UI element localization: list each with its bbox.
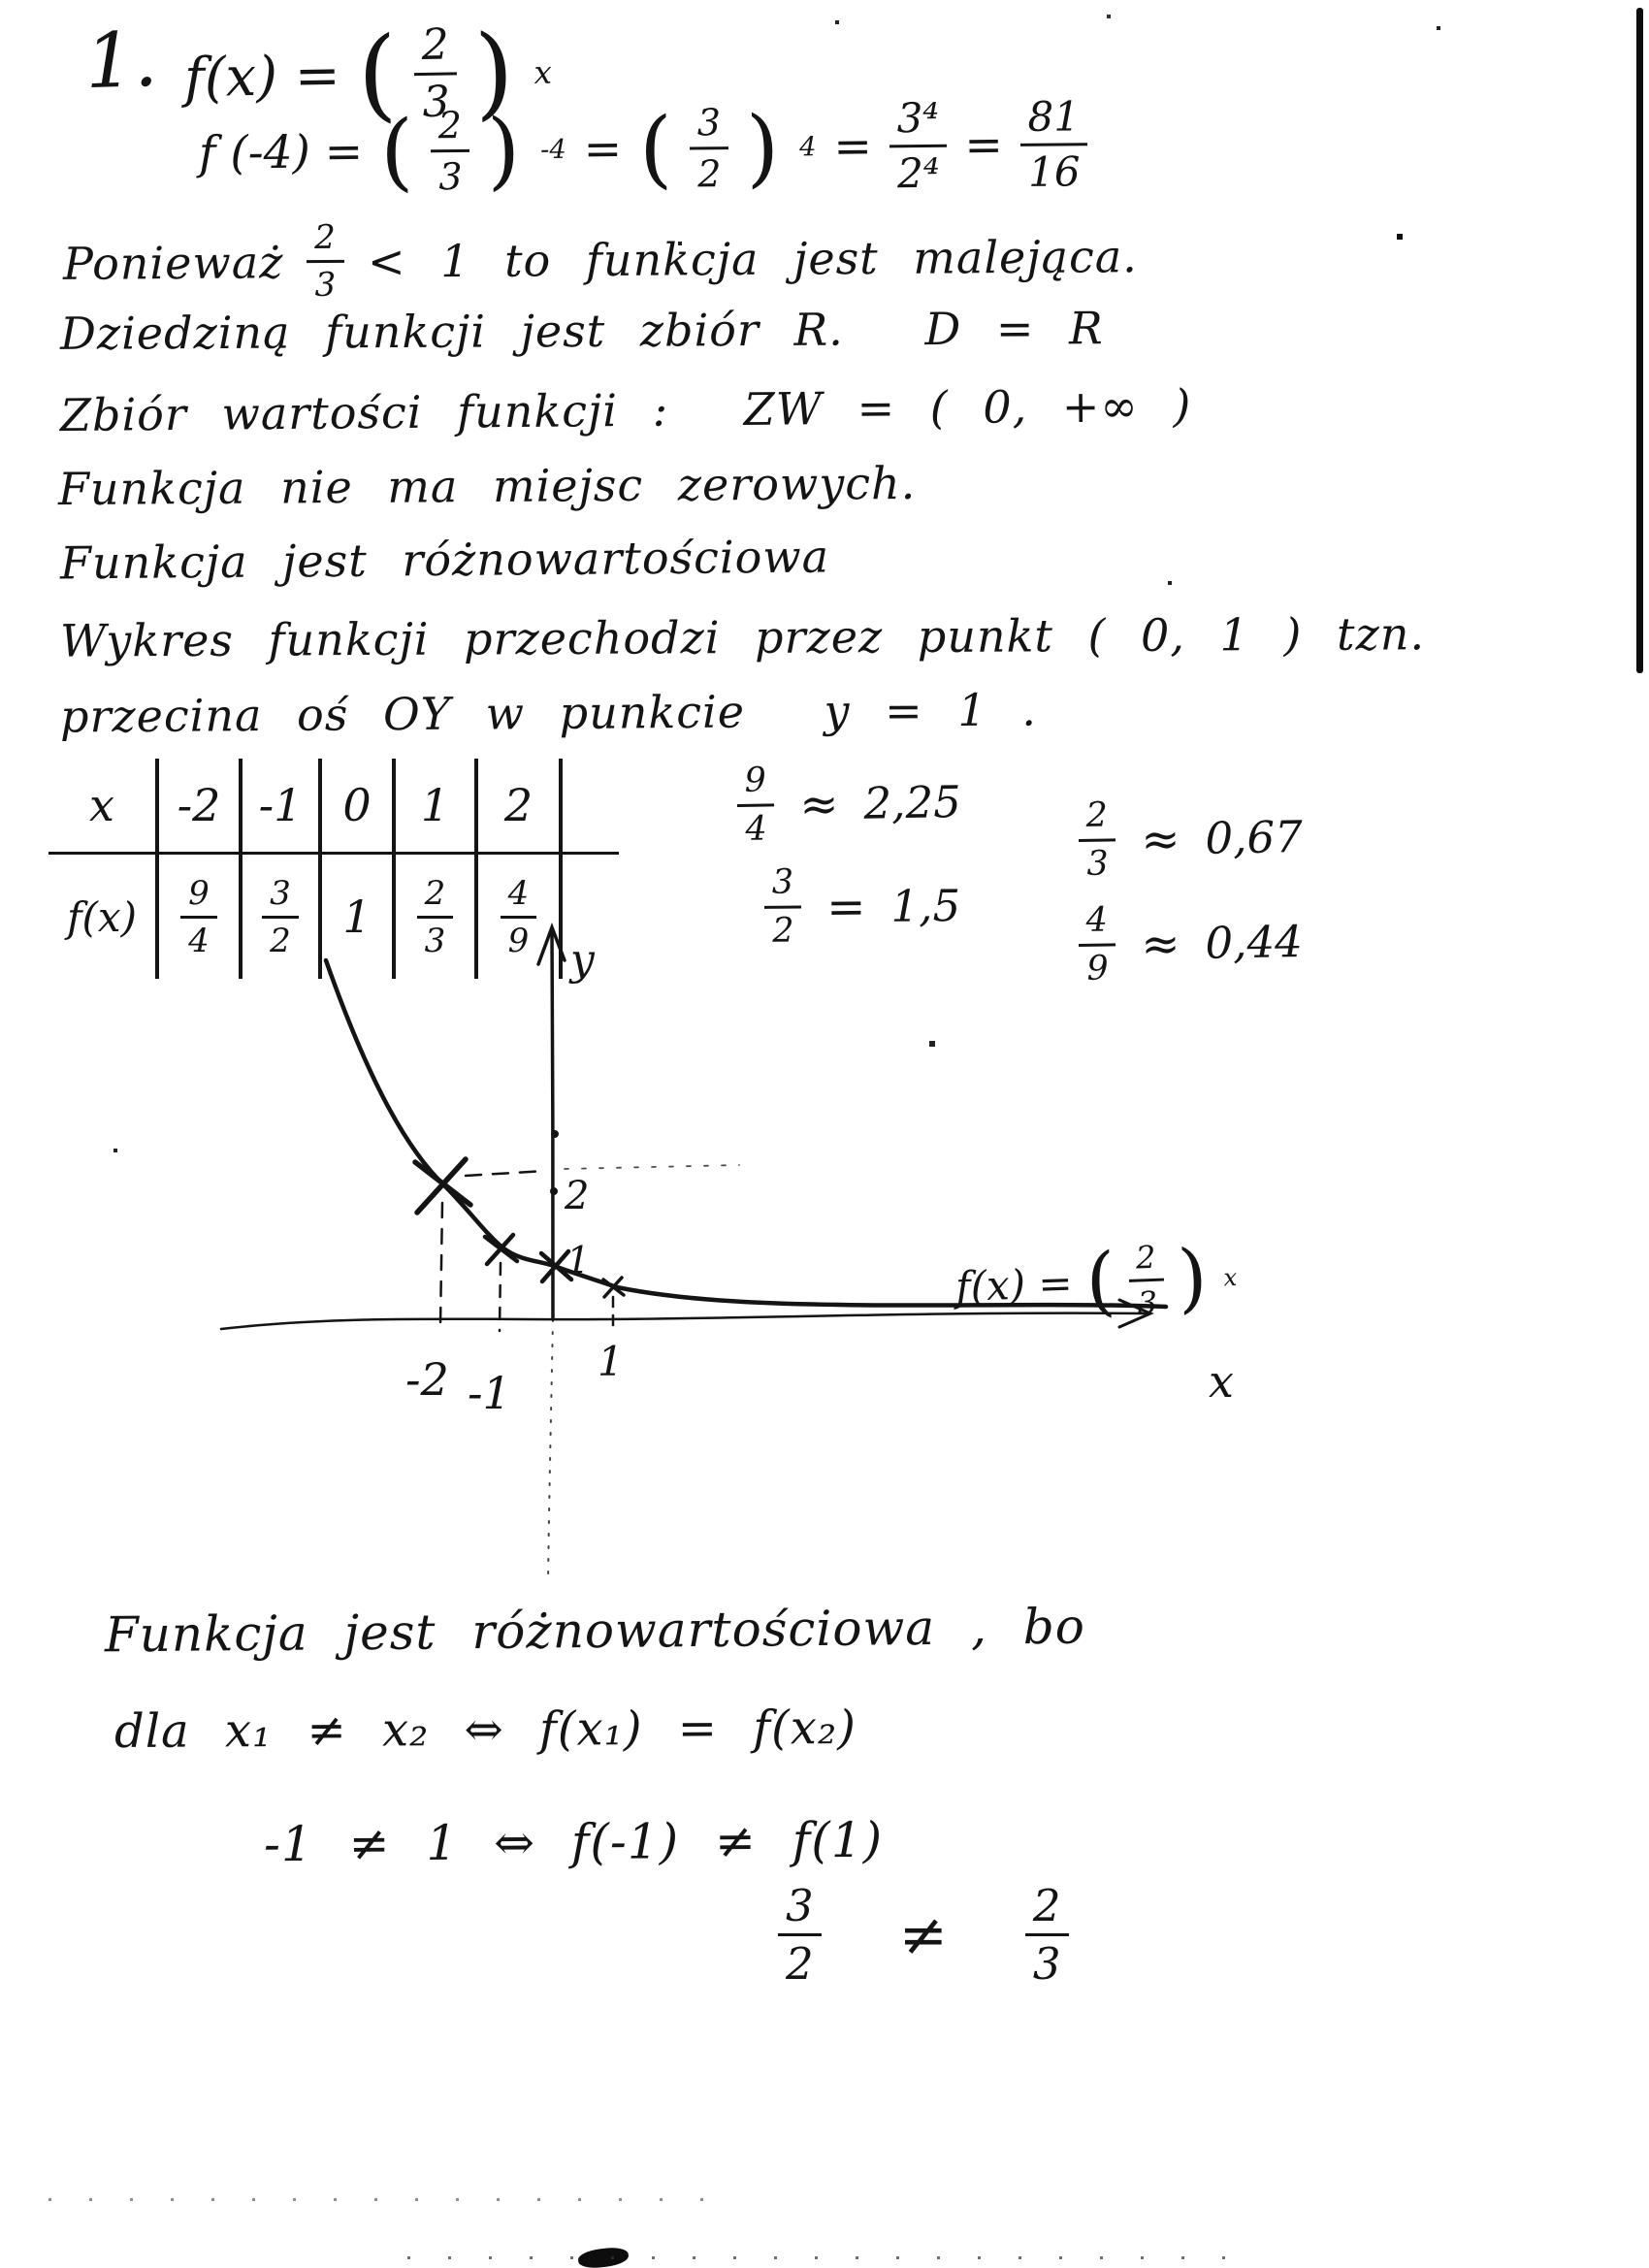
x-axis-label: x: [1209, 1355, 1234, 1408]
fraction-numerator: 2: [314, 217, 338, 258]
conclusion-line-2: dla x₁ ≠ x₂ ⇔ f(x₁) = f(x₂): [113, 1700, 857, 1760]
scan-noise-line: [407, 2256, 1242, 2259]
open-paren: (: [638, 98, 673, 198]
fraction-numerator: 9: [744, 761, 767, 800]
fraction-denominator: 2: [778, 1933, 822, 1986]
relation-sign: =: [826, 879, 866, 934]
relation-sign: ≈: [1140, 811, 1180, 867]
table-cell: 1: [396, 759, 478, 852]
fraction-denominator: 3: [1129, 1279, 1166, 1319]
fraction-numerator: 2: [1032, 1880, 1061, 1931]
conclusion-line-1: Funkcja jest różnowartościowa , bo: [104, 1598, 1086, 1664]
exponent: 4: [798, 132, 817, 163]
evaluation-line: [198, 92, 1088, 202]
domain-equation: D = R: [924, 302, 1104, 356]
fraction: [778, 1880, 822, 1990]
fraction-denominator: 9: [1079, 943, 1116, 987]
fraction-denominator: 2: [690, 146, 729, 192]
approximation-item: [736, 761, 961, 847]
statement-text: Ponieważ: [62, 235, 284, 290]
statement-text: Wykres funkcji przechodzi przez punkt ( 0, 1 ) tzn.: [59, 607, 1426, 667]
statement-text: Zbiór wartości funkcji :: [59, 383, 669, 442]
fraction-denominator: 4: [180, 916, 217, 957]
fraction-numerator: 3: [771, 862, 794, 902]
statement-text: przecina oś OY w punkcie: [59, 685, 746, 743]
curve-label-text: f(x) =: [954, 1258, 1074, 1312]
scan-noise-line: [48, 2198, 728, 2201]
fraction-numerator: 4: [507, 873, 530, 913]
table-row-x: [48, 759, 619, 855]
table-cell: 1: [322, 855, 396, 979]
table-cell-fx-label: f(x): [48, 855, 159, 979]
fraction-numerator: 2: [421, 19, 450, 71]
exponent: -4: [539, 134, 566, 166]
statement-text: < 1 to funkcja jest malejąca.: [367, 229, 1138, 288]
equals-sign: =: [964, 118, 1004, 173]
fraction-numerator: 81: [1027, 92, 1081, 141]
equals-sign: =: [583, 122, 623, 177]
fraction: [1078, 795, 1116, 884]
open-paren: (: [379, 101, 414, 201]
fraction-denominator: 3: [1079, 838, 1116, 882]
statement-domain: [60, 302, 1104, 360]
decimal-value: 2,25: [863, 775, 962, 829]
fraction-denominator: 3: [414, 72, 458, 124]
fraction-denominator: 3: [417, 916, 454, 957]
axis-dot: [551, 1188, 558, 1195]
fraction-numerator: 3: [786, 1880, 814, 1931]
fraction-numerator: 9: [188, 873, 210, 913]
exponent: x: [534, 53, 553, 91]
y-axis-dotted-extension: [548, 1319, 553, 1583]
fraction: [1025, 1880, 1069, 1990]
x-tick-label: 1: [598, 1338, 624, 1385]
decimal-value: 0,44: [1205, 915, 1304, 969]
not-equal-sign: ≠: [898, 1900, 948, 1969]
x-tick-label: -1: [468, 1367, 511, 1419]
close-paren: ): [486, 99, 521, 200]
x-tick-label: -2: [405, 1353, 449, 1406]
exponent: x: [1222, 1262, 1238, 1292]
fraction-numerator: 2: [424, 873, 446, 913]
statement-zeros: [58, 457, 917, 515]
fraction-denominator: 4: [737, 803, 775, 847]
problem-number: 1.: [83, 16, 159, 107]
fraction: [307, 217, 344, 306]
fraction-denominator: 16: [1020, 143, 1088, 193]
statement-one-to-one: [60, 531, 830, 590]
fraction-numerator: 3⁴: [896, 93, 940, 143]
table-cell: -1: [242, 759, 322, 852]
fraction: [431, 103, 470, 199]
fraction-denominator: 9: [501, 916, 537, 957]
table-cell-x-label: x: [48, 759, 159, 852]
guide-line-vertical: [440, 1203, 442, 1325]
crossing-equation: y = 1 .: [824, 683, 1038, 738]
statement-graph-through: [60, 607, 1425, 666]
y-axis-label: y: [570, 935, 595, 985]
guide-line-horizontal: [466, 1171, 545, 1176]
fraction-comparison: [778, 1880, 1069, 1990]
close-paren: ): [1176, 1234, 1210, 1323]
fraction: [1019, 92, 1087, 196]
fraction-denominator: 2: [262, 916, 299, 957]
close-paren: ): [745, 97, 780, 197]
fraction-numerator: 2: [1135, 1238, 1157, 1277]
open-paren: (: [1083, 1237, 1117, 1326]
axis-dot: [552, 1131, 559, 1138]
conclusion-line-3: -1 ≠ 1 ⇔ f(-1) ≠ f(1): [263, 1811, 884, 1873]
guide-line-vertical: [500, 1263, 501, 1331]
fraction-denominator: 3: [1025, 1933, 1069, 1986]
range-equation: ZW = ( 0, +∞ ): [743, 378, 1192, 436]
fraction-numerator: 3: [696, 101, 722, 145]
fraction: [889, 93, 948, 198]
statement-crosses-axis: [60, 683, 1037, 742]
statement-text: Funkcja jest różnowartościowa: [59, 530, 830, 590]
fraction: [1127, 1238, 1165, 1322]
table-cell: 2: [478, 759, 563, 852]
fraction: [736, 763, 775, 847]
scan-specks: [0, 0, 2, 2]
y-tick-label: 1: [566, 1239, 591, 1281]
relation-sign: ≈: [1140, 916, 1180, 972]
evaluation-lhs: f (-4) =: [198, 125, 364, 180]
statement-text: Funkcja nie ma miejsc zerowych.: [57, 456, 917, 516]
statement-range: [60, 379, 1192, 441]
statement-text: Dziedziną funkcji jest zbiór R.: [59, 303, 844, 360]
curve-label: [954, 1234, 1239, 1326]
table-cell: 0: [322, 759, 396, 852]
fraction-denominator: 3: [431, 149, 470, 195]
fraction-denominator: 2⁴: [889, 145, 948, 195]
decimal-value: 1,5: [890, 880, 961, 932]
fraction-denominator: 2: [764, 906, 802, 949]
fraction-numerator: 4: [1085, 900, 1109, 940]
open-paren: (: [356, 16, 399, 134]
fraction-numerator: 2: [1085, 795, 1109, 835]
decimal-value: 0,67: [1205, 810, 1304, 864]
fraction-denominator: 3: [307, 260, 344, 302]
equals-sign: =: [833, 119, 873, 174]
close-paren: ): [473, 14, 515, 132]
guide-line-horizontal: [565, 1165, 739, 1169]
definition-lhs: f(x) =: [183, 44, 341, 111]
y-tick-label: 2: [565, 1174, 590, 1218]
approximation-item: [1078, 795, 1303, 882]
scan-artifact-right-edge: [1636, 8, 1643, 673]
fraction-numerator: 3: [270, 873, 291, 913]
relation-sign: ≈: [798, 776, 839, 832]
statement-monotonic: [63, 215, 1138, 304]
fraction: [690, 101, 729, 196]
point-marker: [485, 1235, 517, 1264]
fraction-numerator: 2: [437, 103, 463, 147]
table-cell: -2: [159, 759, 242, 852]
